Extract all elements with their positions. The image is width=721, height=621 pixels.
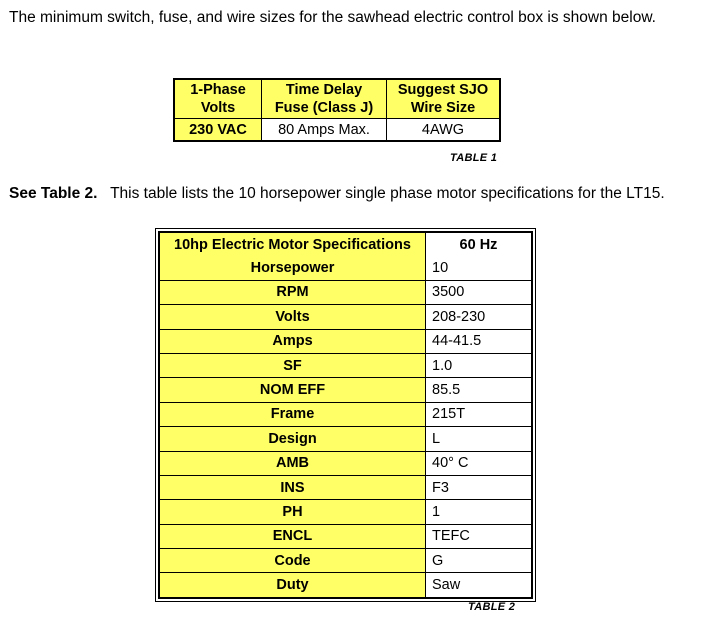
spec-value: 3500 (426, 281, 531, 305)
see-table-paragraph (9, 185, 665, 203)
table-1-caption: TABLE 1 (450, 152, 498, 164)
spec-label: PH (160, 500, 426, 524)
header-line: Fuse (Class J) (274, 100, 374, 116)
table-row (160, 525, 531, 549)
spec-label: SF (160, 354, 426, 378)
header-line: Time Delay (285, 82, 363, 98)
header-line: Suggest SJO (397, 82, 489, 98)
spec-label: NOM EFF (160, 378, 426, 402)
table-row (160, 305, 531, 329)
spec-label: Volts (160, 305, 426, 329)
spec-value: 208-230 (426, 305, 531, 329)
intro-paragraph: The minimum switch, fuse, and wire sizes for the sawhead electric control box is shown below. (9, 9, 656, 26)
header-hz: 60 Hz (459, 236, 498, 253)
spec-value: 10 (426, 256, 531, 280)
spec-label: Code (160, 549, 426, 573)
table-1 (173, 78, 501, 142)
fuse-wire-table (173, 78, 501, 142)
spec-label: AMB (160, 452, 426, 476)
table-row (160, 403, 531, 427)
header-phase-volts (175, 80, 262, 119)
spec-value: 1.0 (426, 354, 531, 378)
spec-value: F3 (426, 476, 531, 500)
header-spec: 10hp Electric Motor Specifications (160, 233, 426, 256)
table-row (160, 549, 531, 573)
spec-label: RPM (160, 281, 426, 305)
spec-value: G (426, 549, 531, 573)
table-row (160, 256, 531, 280)
spec-value: 40° C (426, 452, 531, 476)
spec-value: TEFC (426, 525, 531, 549)
spec-label: Frame (160, 403, 426, 427)
table-2 (155, 228, 536, 602)
motor-spec-table (158, 231, 533, 599)
header-line: Wire Size (410, 100, 476, 116)
cell-wire: 4AWG (421, 121, 465, 138)
see-table-text: This table lists the 10 horsepower single phase motor specifications for the LT15. (110, 185, 665, 202)
table-header-row (175, 80, 499, 119)
cell-fuse: 80 Amps Max. (262, 119, 387, 140)
table-row (160, 452, 531, 476)
table-row (160, 573, 531, 596)
table-row (160, 378, 531, 402)
spec-label: Design (160, 427, 426, 451)
spec-label: Amps (160, 330, 426, 354)
table-2-caption: TABLE 2 (468, 601, 516, 613)
see-table-bold: See Table 2. (9, 185, 98, 202)
table-row (160, 354, 531, 378)
table-row (160, 330, 531, 354)
spec-value: 44-41.5 (426, 330, 531, 354)
table-row (160, 476, 531, 500)
spec-value: 1 (426, 500, 531, 524)
spec-value: L (426, 427, 531, 451)
spec-value: 85.5 (426, 378, 531, 402)
table-header-row (160, 233, 531, 256)
header-line: Volts (200, 100, 236, 116)
table-row (160, 281, 531, 305)
header-fuse (262, 80, 387, 119)
spec-label: Duty (160, 573, 426, 596)
spec-label: INS (160, 476, 426, 500)
table-row (160, 427, 531, 451)
spec-label: ENCL (160, 525, 426, 549)
table-row (160, 500, 531, 524)
spec-value: 215T (426, 403, 531, 427)
header-line: 1-Phase (190, 82, 246, 98)
spec-value: Saw (432, 577, 461, 594)
table-row (175, 119, 499, 140)
spec-label: Horsepower (160, 256, 426, 280)
header-wire-size (387, 80, 499, 119)
cell-volts: 230 VAC (175, 119, 262, 140)
